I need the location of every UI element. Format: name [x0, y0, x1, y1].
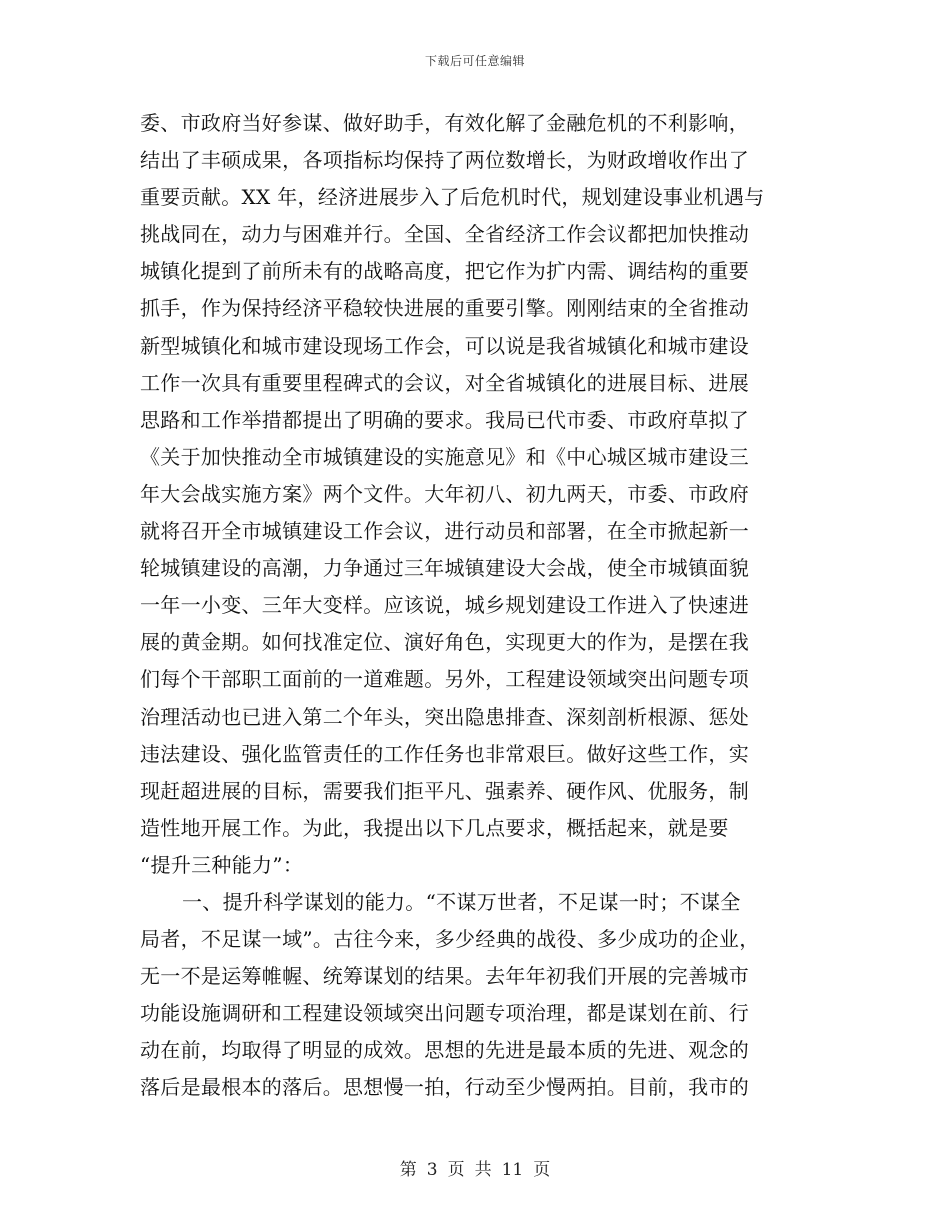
text-line: 现赶超进展的目标，需要我们拒平凡、强素养、硬作风、优服务，制 — [140, 778, 749, 803]
section-heading-line: 一、提升科学谋划的能力。“不谋万世者，不足谋一时；不谋全 — [182, 889, 741, 914]
text-line: 年大会战实施方案》两个文件。大年初八、初九两天，市委、市政府 — [140, 481, 749, 506]
total-page-number: 11 — [501, 1160, 524, 1180]
text-line: 就将召开全市城镇建设工作会议，进行动员和部署，在全市掀起新一 — [140, 519, 749, 544]
text-line: 轮城镇建设的高潮，力争通过三年城镇建设大会战，使全市城镇面貌 — [140, 556, 749, 581]
text-line: 委、市政府当好参谋、做好助手，有效化解了金融危机的不利影响， — [140, 111, 749, 135]
page-header: 下载后可任意编辑 — [424, 54, 525, 68]
text-line: 们每个干部职工面前的一道难题。另外，工程建设领域突出问题专项 — [140, 667, 749, 692]
text-line: 无一不是运筹帷幄、统筹谋划的结果。去年年初我们开展的完善城市 — [140, 964, 749, 989]
text-line: “提升三种能力”： — [140, 852, 304, 877]
text-line: 挑战同在，动力与困难并行。全国、全省经济工作会议都把加快推动 — [140, 222, 749, 247]
text-line: 思路和工作举措都提出了明确的要求。我局已代市委、市政府草拟了 — [140, 407, 749, 432]
text-line: 展的黄金期。如何找准定位、演好角色，实现更大的作为，是摆在我 — [140, 630, 749, 655]
text-line: 局者，不足谋一域”。古往今来，多少经典的战役、多少成功的企业， — [140, 927, 760, 952]
text-line: 造性地开展工作。为此，我提出以下几点要求，概括起来，就是要 — [140, 815, 729, 840]
current-page-number: 3 — [426, 1160, 438, 1180]
text-line: 动在前，均取得了明显的成效。思想的先进是最本质的先进、观念的 — [140, 1038, 749, 1063]
footer-page-word: 页 — [447, 1160, 465, 1180]
footer-suffix: 页 — [533, 1160, 551, 1180]
text-line: 一年一小变、三年大变样。应该说，城乡规划建设工作进入了快速进 — [140, 593, 749, 618]
text-line: 重要贡献。XX 年，经济进展步入了后危机时代，规划建设事业机遇与 — [140, 185, 765, 210]
text-line: 工作一次具有重要里程碑式的会议，对全省城镇化的进展目标、进展 — [140, 370, 749, 395]
text-line: 治理活动也已进入第二个年头，突出隐患排查、深刻剖析根源、惩处 — [140, 704, 749, 729]
text-line: 结出了丰硕成果，各项指标均保持了两位数增长，为财政增收作出了 — [140, 148, 749, 173]
document-body — [140, 105, 805, 1107]
text-line: 违法建设、强化监管责任的工作任务也非常艰巨。做好这些工作，实 — [140, 741, 749, 766]
text-line: 抓手，作为保持经济平稳较快进展的重要引擎。刚刚结束的全省推动 — [140, 296, 749, 321]
footer-prefix: 第 — [399, 1160, 417, 1180]
text-line: 功能设施调研和工程建设领域突出问题专项治理，都是谋划在前、行 — [140, 1001, 749, 1026]
page-footer — [0, 1155, 950, 1180]
text-line: 新型城镇化和城市建设现场工作会，可以说是我省城镇化和城市建设 — [140, 333, 749, 358]
text-line: 《关于加快推动全市城镇建设的实施意见》和《中心城区城市建设三 — [140, 444, 749, 469]
text-line: 落后是最根本的落后。思想慢一拍，行动至少慢两拍。目前，我市的 — [140, 1075, 749, 1100]
footer-total-word: 共 — [474, 1160, 492, 1180]
text-line: 城镇化提到了前所未有的战略高度，把它作为扩内需、调结构的重要 — [140, 259, 749, 284]
